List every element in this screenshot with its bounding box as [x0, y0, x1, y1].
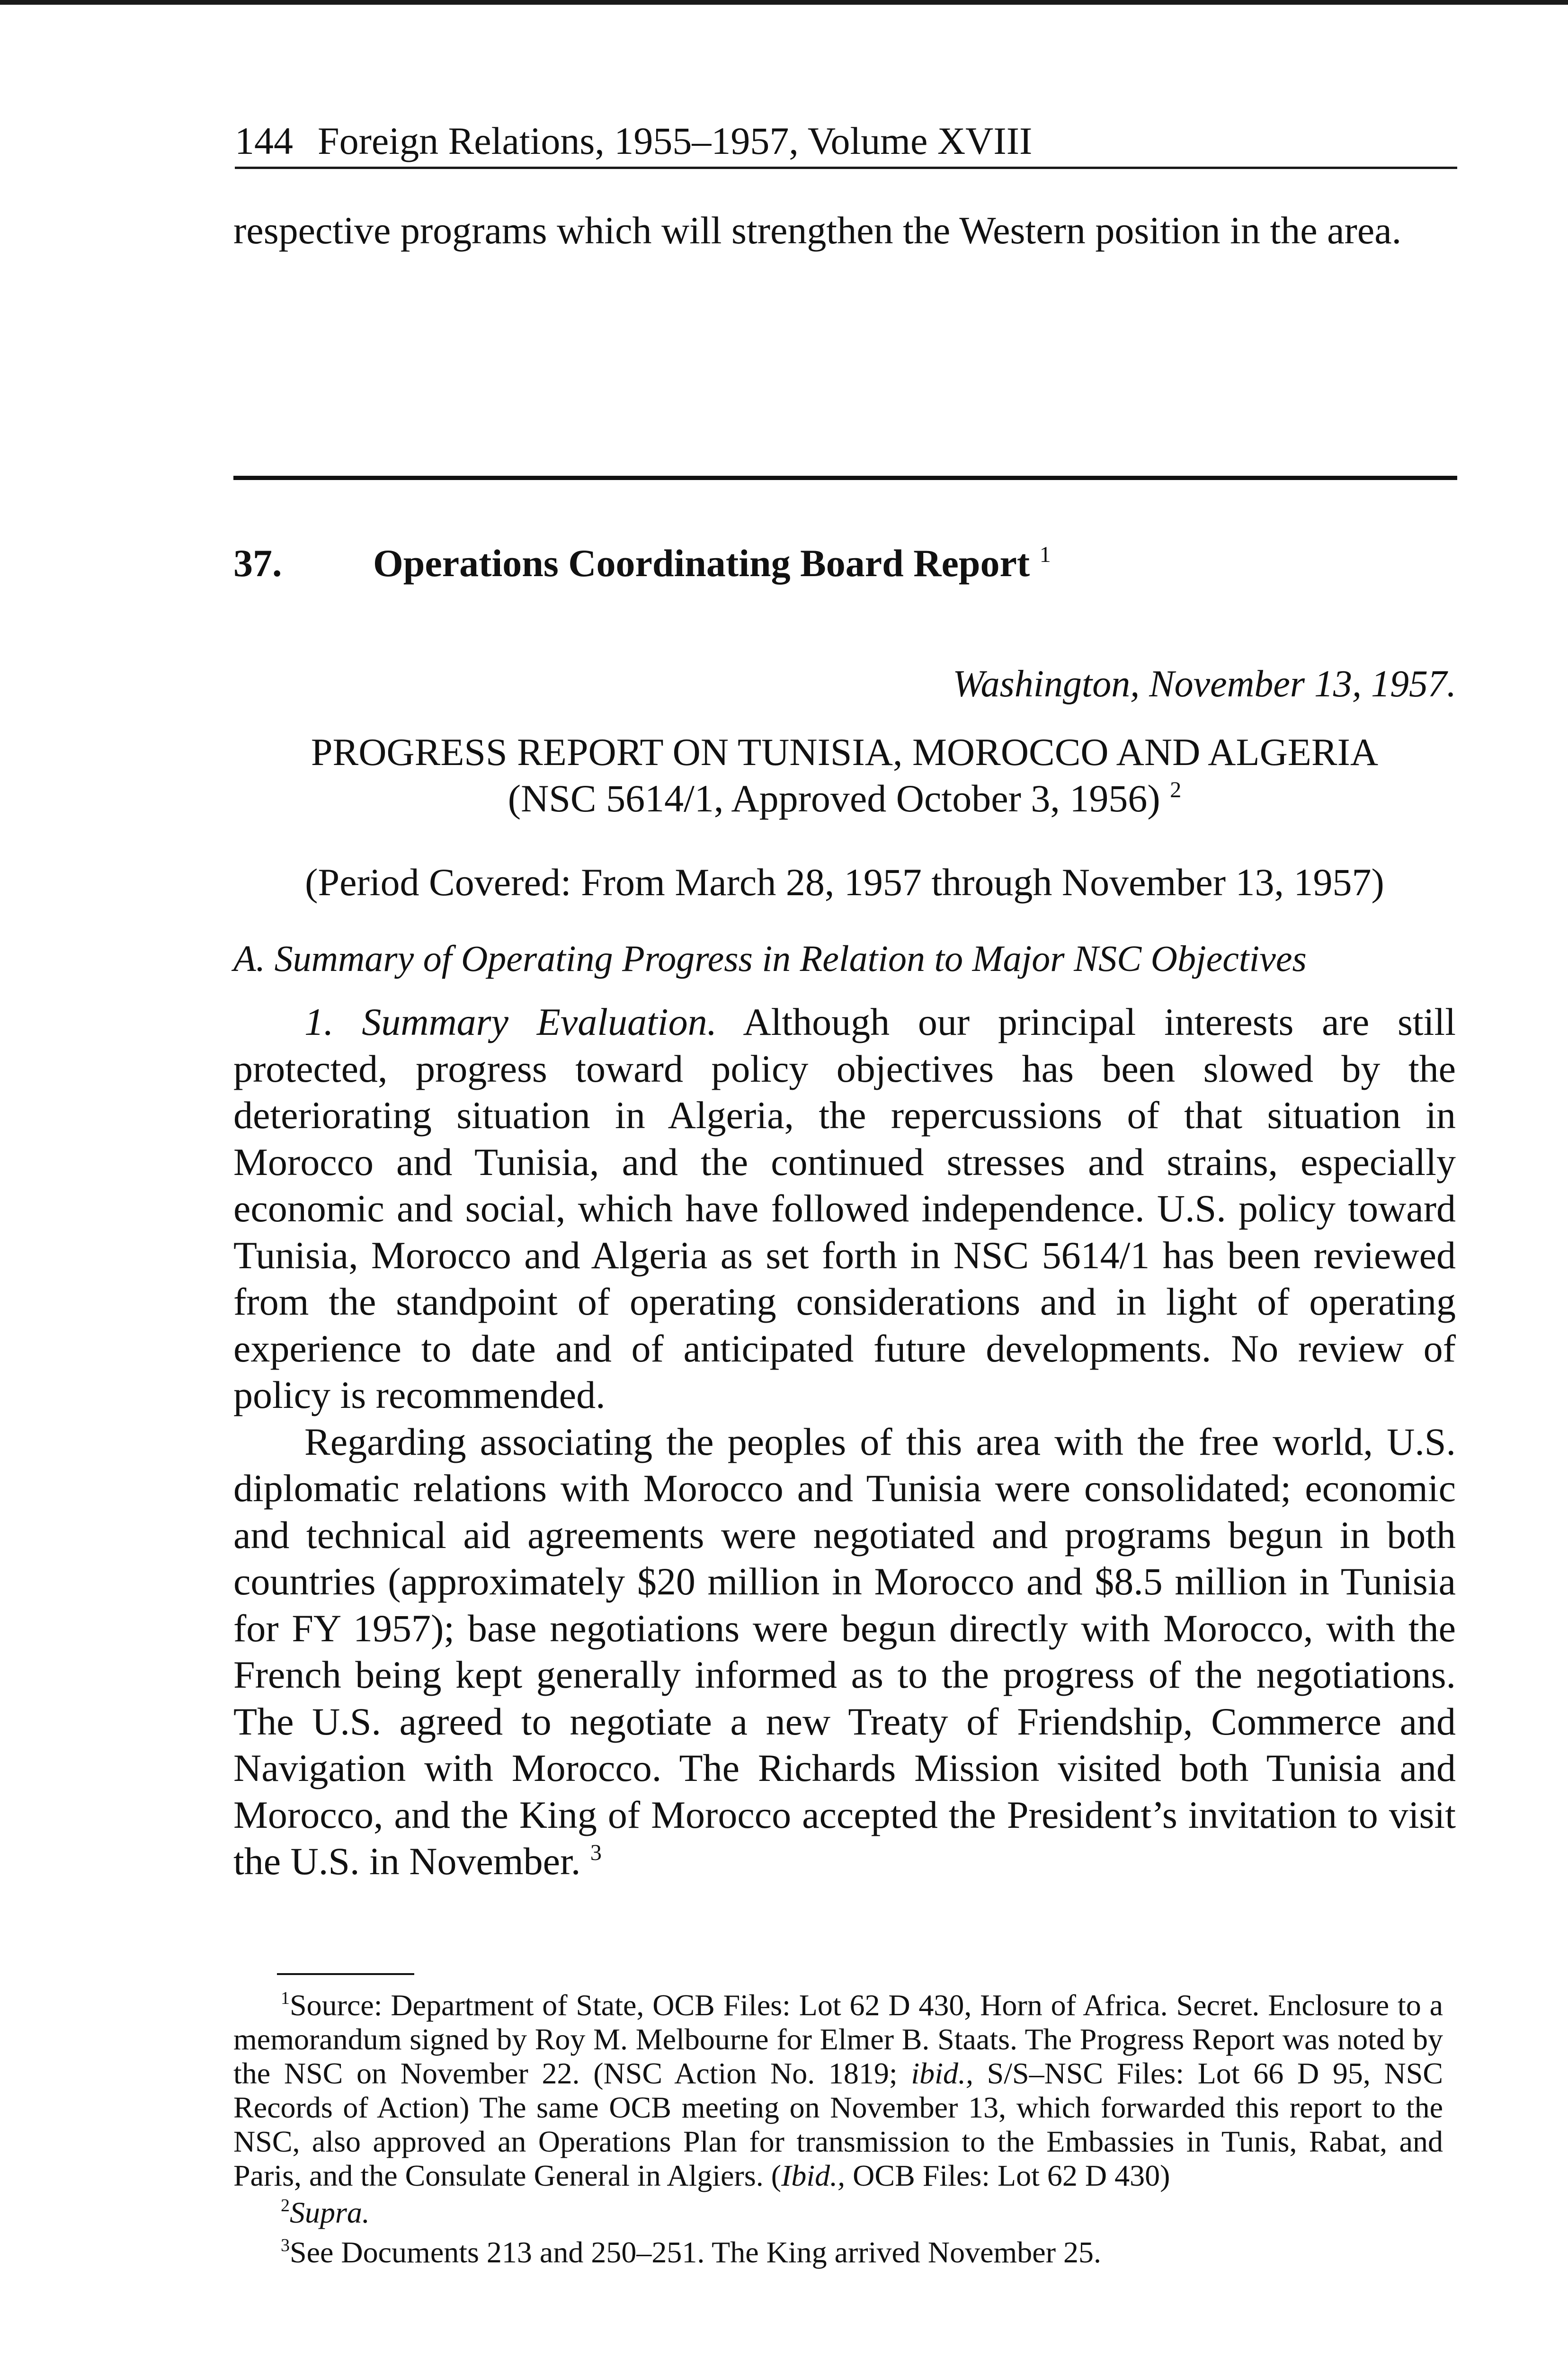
- document-number: 37.: [233, 542, 282, 585]
- carryover-paragraph: respective programs which will strengthen the Western position in the area.: [233, 209, 1402, 252]
- report-body: [233, 999, 1456, 1885]
- paragraph-lead: 1. Summary Evaluation.: [304, 1000, 717, 1043]
- volume-title: Foreign Relations, 1955–1957, Volume XVIII: [318, 119, 1033, 162]
- footnote-ref-3[interactable]: 3: [590, 1840, 602, 1865]
- report-title-block: [233, 729, 1456, 822]
- footnote-ref-1[interactable]: 1: [1039, 542, 1051, 567]
- footnote-marker-3: 3: [281, 2235, 290, 2255]
- paragraph-free-world: Regarding associating the peoples of this area with the free world, U.S. diplomatic relations with Morocco and Tunisia were consolidated; economic and technical aid agreements were negotiated and programs begun in both countries (approximately $20 million in Morocco and $8.5 million in Tunisia for FY 1957); base negotiations were begun directly with Morocco, with the French being kept generally informed as to the progress of the negotiations. The U.S. agreed to negotiate a new Treaty of Friendship, Commerce and Navigation with Morocco. The Richards Mission visited both Tunisia and Morocco, and the King of Morocco accepted the President’s invitation to visit the U.S. in November. $^3$: [233, 1420, 1456, 1883]
- footnote-marker-1: 1: [281, 1988, 290, 2008]
- footnote-ref-2[interactable]: 2: [1170, 777, 1182, 802]
- paragraph-summary-evaluation: 1. Summary Evaluation. Although our principal interests are still protected, progress toward policy objectives has been slowed by the deteriorating situation in Algeria, the repercussions of that situation in Morocco and Tunisia, and the continued stresses and strains, especially economic and social, which have followed independence. U.S. policy toward Tunisia, Morocco and Algeria as set forth in NSC 5614/1 has been reviewed from the standpoint of operating considerations and in light of operating experience to date and of anticipated future developments. No review of policy is recommended.: [233, 1000, 1456, 1416]
- page-number: 144: [235, 119, 293, 162]
- page-top-edge: [0, 0, 1568, 5]
- footnote-3: $^3$See Documents 213 and 250–251. The King arrived November 25.: [281, 2235, 1101, 2269]
- section-divider: [233, 476, 1457, 480]
- dateline: Washington, November 13, 1957.: [953, 663, 1456, 705]
- report-title: PROGRESS REPORT ON TUNISIA, MOROCCO AND ALGERIA: [311, 730, 1379, 774]
- footnotes: [233, 1988, 1443, 2269]
- footnote-2: $^2$Supra.: [281, 2196, 370, 2229]
- report-subtitle: (NSC 5614/1, Approved October 3, 1956) $^2$: [508, 777, 1182, 820]
- footnote-rule: [277, 1973, 414, 1975]
- period-covered: (Period Covered: From March 28, 1957 through November 13, 1957): [305, 861, 1384, 904]
- section-heading: A. Summary of Operating Progress in Relation to Major NSC Objectives: [233, 938, 1307, 979]
- document-heading: [233, 540, 1051, 587]
- running-head-rule: [235, 167, 1457, 169]
- footnote-1: $^1$Source: Department of State, OCB Files: Lot 62 D 430, Horn of Africa. Secret. Enclosure to a memorandum signed by Roy M. Melbourne for Elmer B. Staats. The Progress Report was noted by the NSC on November 22. (NSC Action No. 1819; ibid., S/S–NSC Files: Lot 66 D 95, NSC Records of Action) The same OCB meeting on November 13, which forwarded this report to the NSC, also approved an Operations Plan for transmission to the Embassies in Tunis, Rabat, and Paris, and the Consulate General in Algiers. (Ibid., OCB Files: Lot 62 D 430): [233, 1988, 1443, 2192]
- document-title: Operations Coordinating Board Report: [373, 542, 1030, 585]
- running-head: [235, 117, 1457, 165]
- footnote-marker-2: 2: [281, 2196, 290, 2216]
